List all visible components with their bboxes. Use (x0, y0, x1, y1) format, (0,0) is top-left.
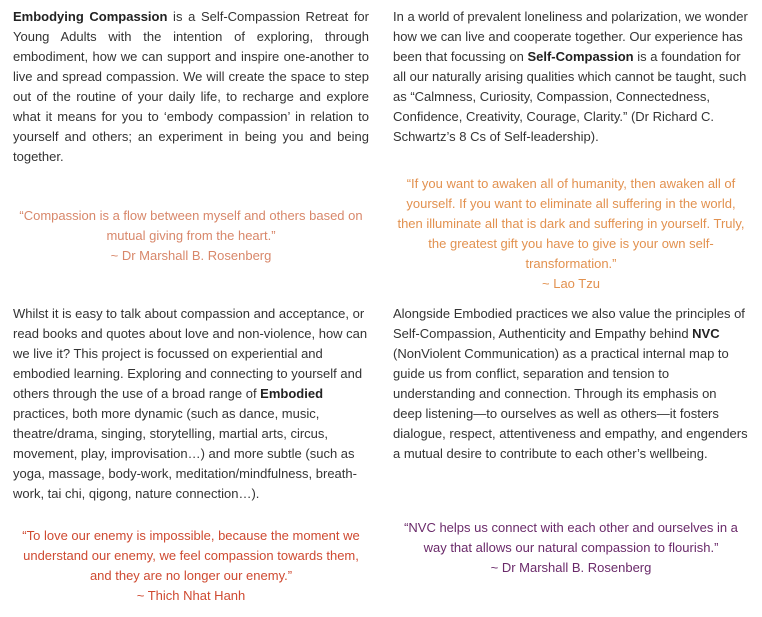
quote-rosenberg-nvc (393, 518, 749, 578)
quote-thich-nhat-hanh (13, 526, 369, 606)
quote-lao-tzu (393, 174, 749, 294)
intro-right-text-after: is a foundation for all our naturally arising qualities which cannot be taught, such as “Calmness, Curiosity, Compassion, Connectedness, Confidence, Creativity, Courage, Clarity.” (Dr Richard C. Schwartz’s 8 Cs of Self-leadership). (393, 49, 747, 144)
nvc-block (393, 304, 749, 464)
nvc-paragraph (393, 304, 749, 464)
quote-text: “NVC helps us connect with each other and ourselves in a way that allows our natural compassion to flourish.” (404, 520, 738, 555)
embodied-paragraph (13, 304, 369, 504)
embodied-bold: Embodied (260, 386, 324, 401)
intro-right-block (393, 7, 749, 147)
quote-author: ~ Dr Marshall B. Rosenberg (490, 560, 652, 575)
intro-left-block (13, 7, 369, 167)
intro-left-bold: Embodying Compassion (13, 9, 168, 24)
nvc-text-before: Alongside Embodied practices we also value the principles of Self-Compassion, Authenticity and Empathy behind (393, 306, 745, 341)
intro-left-text: is a Self-Compassion Retreat for Young Adults with the intention of exploring, through embodiment, how we can support and inspire one-another to live and spread compassion. We will create the space to step out of the routine of your daily life, to recharge and explore what it means for you to ‘embody compassion’ in relation to yourself and others; an experiment in being you and being together. (13, 9, 369, 164)
intro-right-text-before: In a world of prevalent loneliness and polarization, we wonder how we can live and cooperate together. Our experience has been that focussing on (393, 9, 748, 64)
quote-author: ~ Thich Nhat Hanh (136, 588, 246, 603)
quote-text: “If you want to awaken all of humanity, then awaken all of yourself. If you want to eliminate all suffering in the world, then illuminate all that is dark and suffering in yourself. Truly, the greatest gift you have to give is your own self-transformation.” (397, 176, 745, 271)
nvc-text-after: (NonViolent Communication) as a practical internal map to guide us from conflict, separation and tension to understanding and connection. Through its emphasis on deep listening—to ourselves as well as others—it fosters dialogue, respect, attentiveness and empathy, and engenders a mutual desire to contribute to each other’s wellbeing. (393, 346, 748, 461)
embodied-text-after: practices, both more dynamic (such as dance, music, theatre/drama, singing, storytelling, martial arts, circus, movement, play, improvisation…) and more subtle (such as yoga, massage, body-work, meditation/mindfulness, breath-work, tai chi, qigong, nature connection…). (13, 406, 357, 501)
quote-rosenberg-compassion (13, 206, 369, 266)
intro-right-paragraph (393, 7, 749, 147)
quote-text: “To love our enemy is impossible, because the moment we understand our enemy, we feel compassion towards them, and they are no longer our enemy.” (22, 528, 360, 583)
intro-left-paragraph (13, 7, 369, 167)
quote-text: “Compassion is a flow between myself and others based on mutual giving from the heart.” (19, 208, 363, 243)
quote-author: ~ Dr Marshall B. Rosenberg (110, 248, 272, 263)
embodied-text-before: Whilst it is easy to talk about compassion and acceptance, or read books and quotes about love and non-violence, how can we live it? This project is focussed on experiential and embodied learning. Exploring and connecting to yourself and others through the use of a broad range of (13, 306, 368, 401)
nvc-bold: NVC (692, 326, 720, 341)
intro-right-bold: Self-Compassion (527, 49, 634, 64)
quote-author: ~ Lao Tzu (542, 276, 600, 291)
embodied-practices-block (13, 304, 369, 504)
